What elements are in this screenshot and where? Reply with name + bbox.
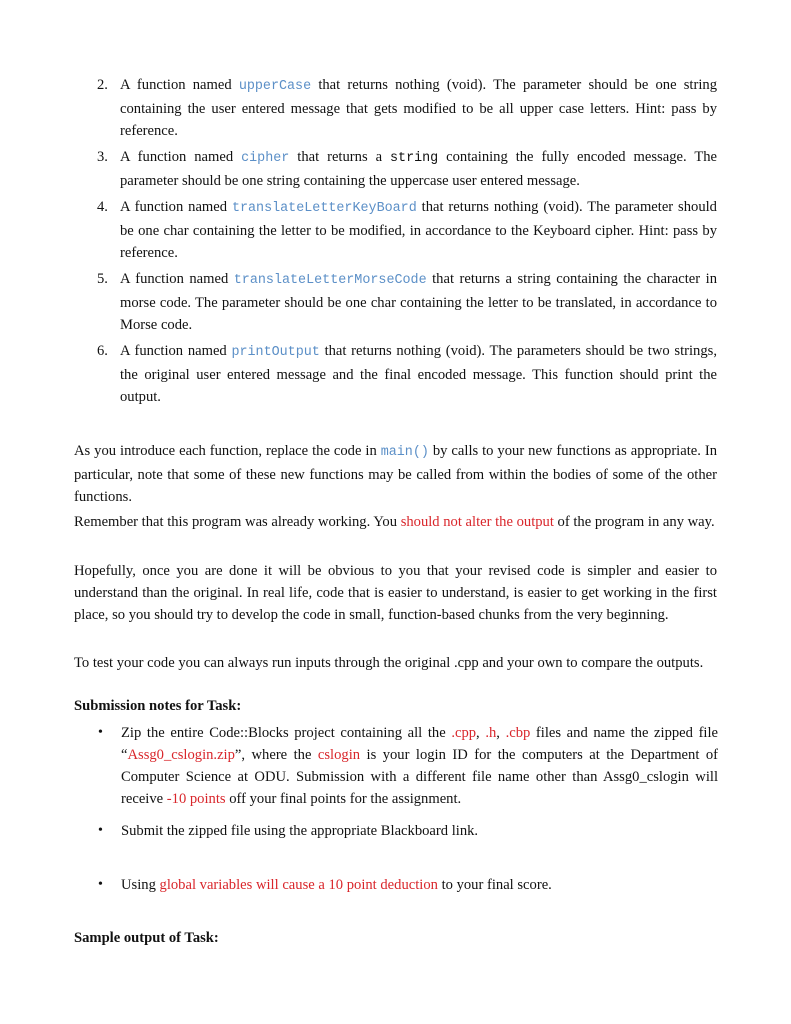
paragraph-text: by calls to your new functions as appropriate. In particular, note that some of these new functions may be called from within the bodies of some of the other functions. [74,443,718,505]
paragraph-do-not-alter [74,511,717,533]
highlight-h: .h [485,725,497,741]
function-name-code: translateLetterMorseCode [233,273,427,288]
bullet-marker: • [98,823,103,838]
bullet-text: , [476,725,486,741]
highlight-global-variables: global variables will cause a 10 point deduction [159,877,438,893]
function-name-code: cipher [241,151,290,166]
sample-output-heading: Sample output of Task: [74,930,219,946]
highlight-zip-name: Assg0_cslogin.zip [127,747,235,763]
list-item-2 [97,74,717,142]
bullet-marker: • [98,725,103,740]
item-text: A function named [120,271,234,287]
type-code: string [390,151,439,166]
highlight-cslogin: cslogin [317,747,361,763]
item-text: that returns a [289,149,390,165]
paragraph-text: of the program in any way. [553,514,715,530]
function-name-code: printOutput [231,345,320,360]
bullet-text: files and name the zipped file “ [121,725,719,763]
list-item-3 [97,146,718,192]
list-item-5 [97,268,717,336]
function-name-code: upperCase [238,79,312,94]
paragraph-text: As you introduce each function, replace the code in [74,443,381,459]
paragraph-text: Remember that this program was already working. You [74,514,401,530]
item-text: that returns nothing (void). The parameters should be two strings, the original user entered message and the final encoded message. This function should print the output. [120,343,717,405]
paragraph-text: Hopefully, once you are done it will be obvious to you that your revised code is simpler and easier to understand than the original. In real life, code that is easier to understand, is easier to get working in the first place, so you should try to develop the code in small, function-based chunks from the very beginning. [74,563,717,623]
bullet-text: ”, where the [234,747,318,763]
paragraph-main-calls [74,440,717,508]
item-text: A function named [120,343,232,359]
list-number: 5. [97,271,108,287]
function-name-code: translateLetterKeyBoard [231,201,417,216]
bullet-item-zip [98,722,719,810]
highlight-cpp: .cpp [451,725,477,741]
bullet-text: is your login ID for the computers at the Department of Computer Science at ODU. Submission with a different file name other than Assg0_cslogin will receive [121,747,718,807]
highlight-penalty: -10 points [166,791,226,807]
bullet-item-blackboard [98,820,718,842]
item-text: A function named [120,149,242,165]
submission-notes-heading: Submission notes for Task: [74,698,242,714]
paragraph-testing [74,652,717,674]
item-text: that returns nothing (void). The parameter should be one char containing the letter to be modified, in accordance to the Keyboard cipher. Hint: pass by reference. [120,199,717,261]
main-function-code: main() [380,445,429,460]
bullet-text: off your final points for the assignment. [225,791,462,807]
highlight-cbp: .cbp [505,725,531,741]
item-text: A function named [120,77,239,93]
item-text: that returns nothing (void). The parameter should be one string containing the user entered message that gets modified to be all upper case letters. Hint: pass by reference. [120,77,717,139]
item-text: that returns a string containing the character in morse code. The parameter should be one char containing the letter to be translated, in accordance to Morse code. [120,271,717,333]
bullet-text: Submit the zipped file using the appropriate Blackboard link. [121,823,479,839]
bullet-item-global-variables [98,874,718,896]
paragraph-text: To test your code you can always run inputs through the original .cpp and your own to compare the outputs. [74,655,704,671]
bullet-text: to your final score. [437,877,552,893]
list-number: 6. [97,343,108,359]
bullet-text: Zip the entire Code::Blocks project containing all the [121,725,452,741]
list-item-4 [97,196,717,264]
list-number: 3. [97,149,108,165]
paragraph-hopefully [74,560,717,626]
bullet-marker: • [98,877,103,892]
item-text: A function named [120,199,232,215]
highlighted-warning: should not alter the output [400,514,554,530]
list-number: 4. [97,199,108,215]
list-item-6 [97,340,717,408]
item-text: containing the fully encoded message. The parameter should be one string containing the uppercase user entered message. [120,149,718,189]
bullet-text: Using [121,877,160,893]
bullet-text: , [496,725,506,741]
list-number: 2. [97,77,108,93]
